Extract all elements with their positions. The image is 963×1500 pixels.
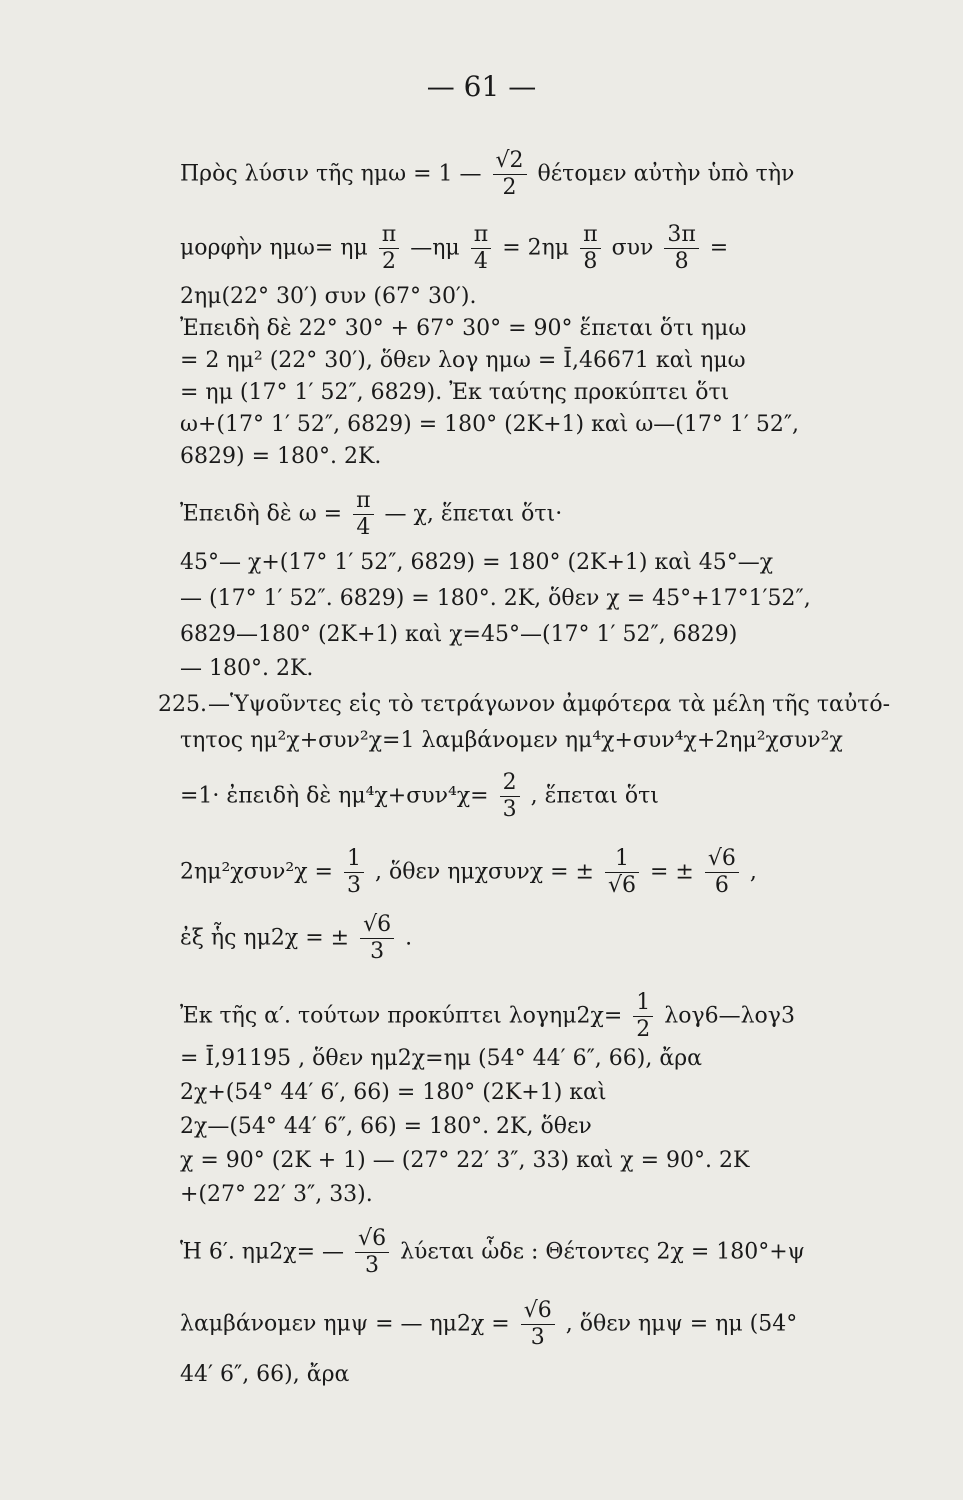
fraction-numerator: π: [353, 488, 373, 515]
text-line-19: [180, 990, 795, 1043]
text-line-9: [180, 488, 562, 541]
text-line-8: 6829) = 180°. 2K.: [180, 444, 382, 469]
fraction: [379, 222, 399, 275]
fraction-numerator: √2: [493, 148, 527, 175]
section-number: 225.: [158, 692, 207, 717]
fraction: [344, 846, 364, 899]
text-segment: μορφὴν ημω= ημ: [180, 235, 368, 261]
text-segment: Ἐπειδὴ δὲ ω =: [180, 501, 343, 527]
fraction-numerator: 1: [605, 846, 639, 873]
text-line-17: [180, 846, 757, 899]
fraction-denominator: √6: [607, 873, 636, 898]
fraction-denominator: 3: [502, 797, 517, 822]
text-segment: λαμβάνομεν ημψ = — ημ2χ =: [180, 1311, 510, 1337]
text-segment: ἐξ ἧς ημ2χ = ±: [180, 925, 350, 951]
fraction-denominator: 2: [382, 249, 396, 274]
text-segment: = ±: [650, 859, 694, 885]
fraction-numerator: 1: [633, 990, 653, 1017]
text-segment: =1· ἐπειδὴ δὲ ημ⁴χ+συν⁴χ=: [180, 783, 489, 809]
fraction: [605, 846, 639, 899]
text-segment: , ἕπεται ὅτι: [530, 783, 659, 809]
text-line-20: = Ī,91195 , ὅθεν ημ2χ=ημ (54° 44′ 6″, 66), ἄρα: [180, 1046, 703, 1071]
fraction: [664, 222, 698, 275]
text-segment: θέτομεν αὐτὴν ὑπὸ τὴν: [537, 161, 795, 187]
text-line-12: 6829—180° (2K+1) καὶ χ=45°—(17° 1′ 52″, 6829): [180, 622, 738, 647]
text-segment: 2ημ²χσυν²χ =: [180, 859, 333, 885]
text-line-16: [180, 770, 659, 823]
text-line-24: +(27° 22′ 3″, 33).: [180, 1182, 373, 1207]
fraction: [705, 846, 739, 899]
fraction-denominator: 3: [346, 873, 361, 898]
fraction-numerator: √6: [521, 1298, 555, 1325]
text-segment: ,: [749, 859, 757, 885]
text-line-26: [180, 1298, 797, 1351]
text-segment: λύεται ὧδε : Θέτοντες 2χ = 180°+ψ: [400, 1239, 805, 1265]
text-line-3: 2ημ(22° 30′) συν (67° 30′).: [180, 284, 477, 309]
fraction: [471, 222, 491, 275]
fraction-numerator: π: [471, 222, 491, 249]
fraction-numerator: 1: [344, 846, 364, 873]
text-line-7: ω+(17° 1′ 52″, 6829) = 180° (2K+1) καὶ ω—(17° 1′ 52″,: [180, 412, 800, 437]
fraction: [580, 222, 600, 275]
fraction-numerator: √6: [705, 846, 739, 873]
fraction-denominator: 8: [583, 249, 598, 274]
fraction-denominator: 3: [370, 939, 385, 964]
text-segment: συν: [611, 235, 654, 261]
text-line-15: τητος ημ²χ+συν²χ=1 λαμβάνομεν ημ⁴χ+συν⁴χ+2ημ²χσυν²χ: [180, 728, 843, 753]
text-line-27: 44′ 6″, 66), ἄρα: [180, 1362, 350, 1387]
text-segment: Πρὸς λύσιν τῆς ημω = 1 —: [180, 161, 482, 187]
fraction-denominator: 6: [714, 873, 729, 898]
page-number: — 61 —: [426, 70, 537, 103]
fraction-numerator: π: [379, 222, 399, 249]
text-segment: Ἡ 6′. ημ2χ= —: [180, 1239, 345, 1265]
text-segment: .: [405, 925, 413, 951]
text-segment: , ὅθεν ημχσυνχ = ±: [374, 859, 594, 885]
text-segment: Ἐκ τῆς α′. τούτων προκύπτει λογημ2χ=: [180, 1003, 623, 1029]
text-segment: — χ, ἕπεται ὅτι·: [384, 501, 563, 527]
fraction-numerator: √6: [355, 1226, 389, 1253]
text-line-23: χ = 90° (2K + 1) — (27° 22′ 3″, 33) καὶ χ = 90°. 2K: [180, 1148, 750, 1173]
text-line-18: [180, 912, 412, 965]
text-line-22: 2χ—(54° 44′ 6″, 66) = 180°. 2K, ὅθεν: [180, 1114, 592, 1139]
fraction-numerator: 2: [500, 770, 520, 797]
fraction-denominator: 2: [636, 1017, 651, 1042]
fraction-denominator: 4: [473, 249, 488, 274]
fraction: [360, 912, 394, 965]
fraction: [521, 1298, 555, 1351]
text-line-14: —Ὑψοῦντες εἰς τὸ τετράγωνον ἀμφότερα τὰ μέλη τῆς ταὐτό-: [208, 692, 891, 717]
fraction-numerator: π: [580, 222, 600, 249]
fraction: [633, 990, 653, 1043]
fraction-numerator: 3π: [664, 222, 698, 249]
text-line-21: 2χ+(54° 44′ 6′, 66) = 180° (2K+1) καὶ: [180, 1080, 607, 1105]
text-segment: =: [709, 235, 729, 261]
text-line-13: — 180°. 2K.: [180, 656, 314, 681]
fraction: [493, 148, 527, 201]
text-line-6: = ημ (17° 1′ 52″, 6829). Ἐκ ταύτης προκύπτει ὅτι: [180, 380, 730, 405]
fraction: [500, 770, 520, 823]
text-line-25: [180, 1226, 805, 1279]
text-line-10: 45°— χ+(17° 1′ 52″, 6829) = 180° (2K+1) καὶ 45°—χ: [180, 550, 774, 575]
fraction-denominator: 4: [356, 515, 371, 540]
fraction: [355, 1226, 389, 1279]
text-segment: = 2ημ: [502, 235, 570, 261]
fraction-denominator: 3: [365, 1253, 380, 1278]
fraction-denominator: 3: [530, 1325, 545, 1350]
fraction: [353, 488, 373, 541]
text-segment: λογ6—λογ3: [664, 1003, 795, 1029]
fraction-denominator: 2: [502, 175, 517, 200]
text-line-5: = 2 ημ² (22° 30′), ὅθεν λογ ημω = Ī,46671 καὶ ημω: [180, 348, 746, 373]
text-segment: —ημ: [410, 235, 460, 261]
text-line-1: [180, 148, 794, 201]
text-segment: , ὅθεν ημψ = ημ (54°: [565, 1311, 798, 1337]
fraction-denominator: 8: [674, 249, 689, 274]
text-line-2: [180, 222, 728, 275]
fraction-numerator: √6: [360, 912, 394, 939]
text-line-4: Ἐπειδὴ δὲ 22° 30° + 67° 30° = 90° ἕπεται ὅτι ημω: [180, 316, 747, 341]
text-line-11: — (17° 1′ 52″. 6829) = 180°. 2K, ὅθεν χ = 45°+17°1′52″,: [180, 586, 811, 611]
